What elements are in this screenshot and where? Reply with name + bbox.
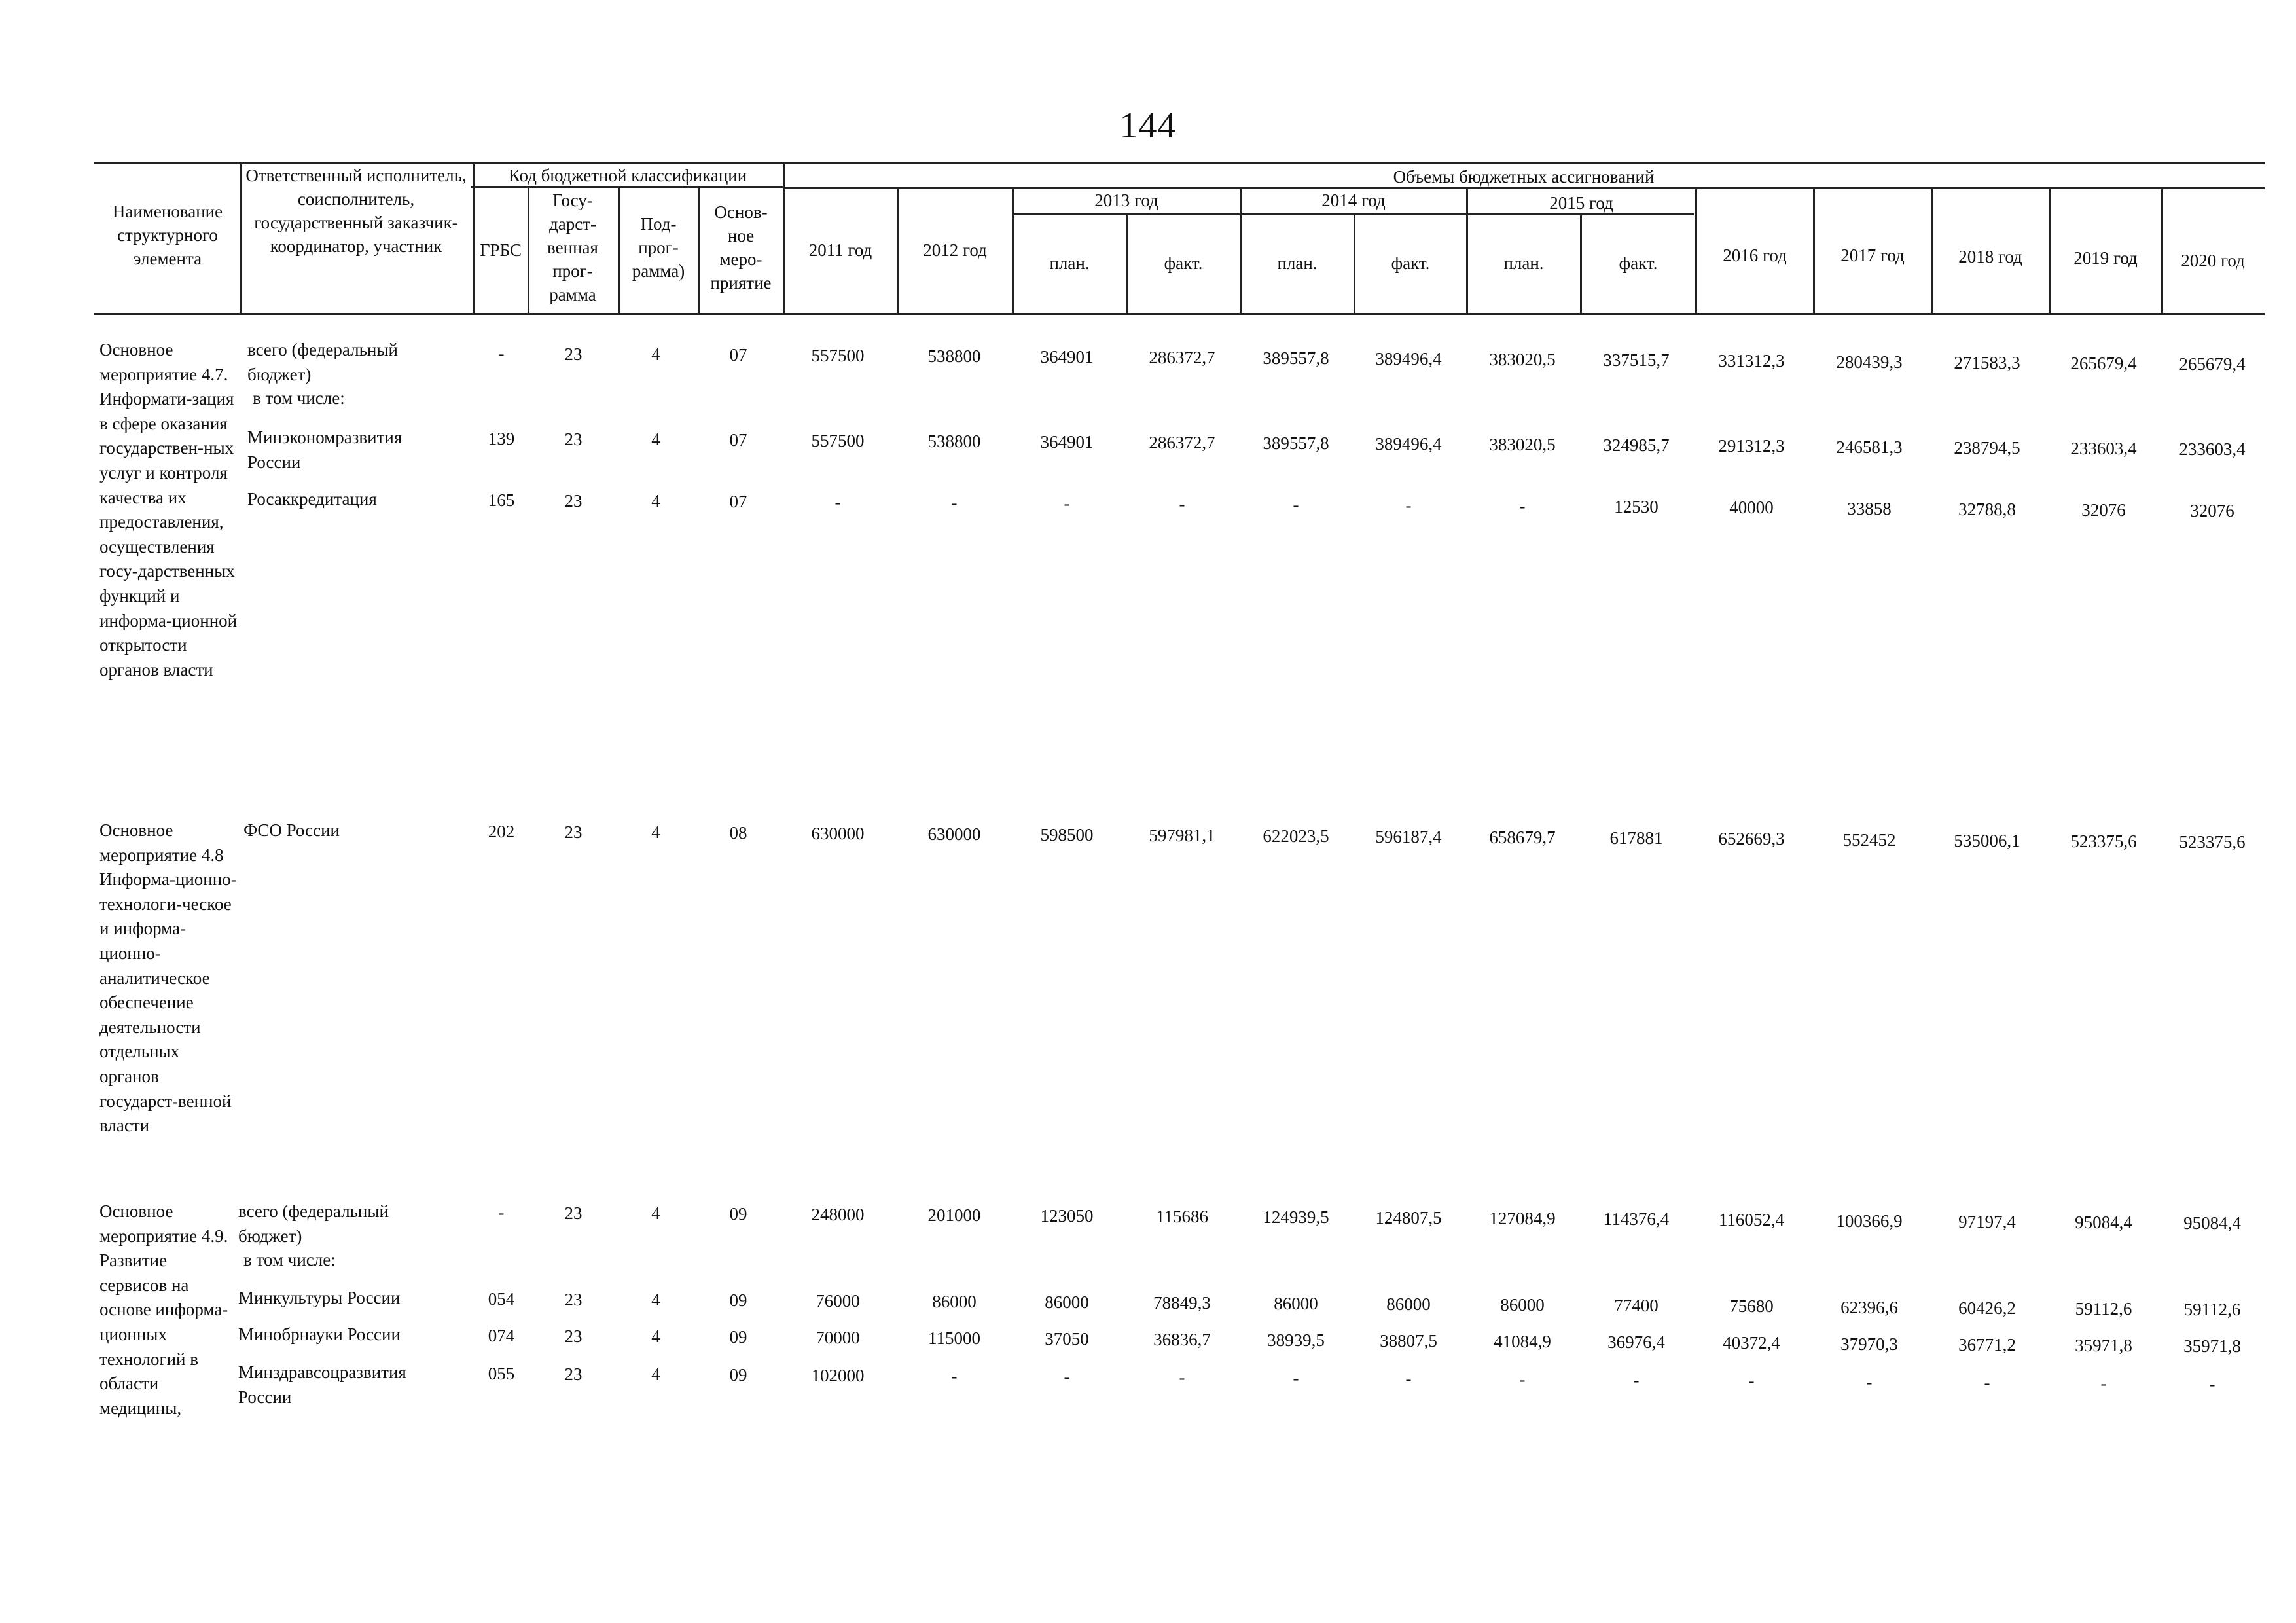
cell-plan-2014: 38939,5 xyxy=(1267,1330,1325,1350)
header-year-2018: 2018 год xyxy=(1958,247,2022,266)
cell-gos-program: 23 xyxy=(564,491,583,511)
cell-subprogram: 4 xyxy=(651,1364,660,1384)
cell-subprogram: 4 xyxy=(651,491,660,511)
cell-fact-2013: 78849,3 xyxy=(1153,1293,1211,1313)
cell-y2018: 97197,4 xyxy=(1958,1212,2016,1231)
cell-plan-2014: 389557,8 xyxy=(1263,348,1329,368)
cell-plan-2014: - xyxy=(1293,495,1299,515)
row-responsible: Минобрнауки России xyxy=(238,1324,401,1344)
header-plan-2015: план. xyxy=(1503,253,1544,273)
cell-y2017: 280439,3 xyxy=(1836,352,1903,372)
cell-y2017: 246581,3 xyxy=(1836,437,1903,457)
cell-y2018: - xyxy=(1984,1373,1990,1393)
cell-y2011: 76000 xyxy=(816,1291,860,1311)
cell-y2019: 233603,4 xyxy=(2070,439,2137,458)
cell-main-event: 09 xyxy=(729,1204,747,1224)
cell-plan-2013: 37050 xyxy=(1045,1329,1089,1349)
cell-grbs: 055 xyxy=(488,1364,515,1383)
cell-plan-2015: - xyxy=(1519,1370,1526,1389)
header-plan-2014: план. xyxy=(1277,253,1318,273)
row-responsible: всего (федеральный бюджет) xyxy=(238,1201,389,1246)
header-allocations: Объемы бюджетных ассигнований xyxy=(1393,167,1655,187)
cell-plan-2014: 124939,5 xyxy=(1263,1207,1329,1227)
cell-y2017: 37970,3 xyxy=(1840,1334,1898,1354)
cell-y2012: 201000 xyxy=(927,1205,981,1225)
cell-plan-2013: 123050 xyxy=(1040,1206,1094,1226)
cell-main-event: 07 xyxy=(729,492,747,511)
header-year-2020: 2020 год xyxy=(2181,251,2245,270)
cell-y2016: - xyxy=(1748,1371,1755,1391)
row-responsible-sub: в том числе: xyxy=(253,388,345,408)
cell-y2019: 32076 xyxy=(2081,500,2126,520)
cell-y2012: 538800 xyxy=(927,346,981,366)
header-name: Наименование структурного элемента xyxy=(112,202,223,268)
header-budget-code: Код бюджетной классификации xyxy=(508,166,747,185)
cell-gos-program: 23 xyxy=(564,429,583,449)
cell-fact-2015: 337515,7 xyxy=(1603,350,1670,370)
cell-plan-2014: 86000 xyxy=(1274,1294,1318,1313)
cell-fact-2014: 389496,4 xyxy=(1375,434,1442,454)
cell-grbs: 054 xyxy=(488,1289,515,1309)
cell-fact-2014: 389496,4 xyxy=(1375,349,1442,369)
cell-y2016: 40372,4 xyxy=(1723,1333,1780,1353)
cell-y2020: 59112,6 xyxy=(2183,1300,2241,1319)
header-grbs: ГРБС xyxy=(480,240,522,260)
cell-gos-program: 23 xyxy=(564,1203,583,1223)
cell-y2011: 248000 xyxy=(811,1205,865,1224)
cell-y2016: 116052,4 xyxy=(1718,1210,1785,1230)
header-year-2013: 2013 год xyxy=(1094,191,1158,210)
page-number: 144 xyxy=(1119,105,1177,146)
cell-y2018: 36771,2 xyxy=(1958,1335,2016,1355)
cell-y2017: 100366,9 xyxy=(1836,1211,1903,1231)
row-responsible-sub: в том числе: xyxy=(243,1250,336,1269)
header-year-2016: 2016 год xyxy=(1723,246,1787,265)
cell-fact-2015: 114376,4 xyxy=(1603,1209,1670,1229)
cell-fact-2014: 38807,5 xyxy=(1380,1331,1437,1351)
header-year-2014: 2014 год xyxy=(1321,191,1386,210)
cell-fact-2014: - xyxy=(1405,1369,1412,1389)
cell-main-event: 07 xyxy=(729,430,747,450)
cell-main-event: 09 xyxy=(729,1365,747,1385)
cell-subprogram: 4 xyxy=(651,429,660,449)
cell-y2018: 32788,8 xyxy=(1958,500,2016,519)
header-plan-2013: план. xyxy=(1049,253,1090,273)
cell-plan-2013: 598500 xyxy=(1040,825,1094,845)
cell-y2016: 40000 xyxy=(1729,498,1774,517)
row-responsible: Минэкономразвития России xyxy=(247,428,403,472)
header-year-2019: 2019 год xyxy=(2073,248,2138,268)
cell-y2020: - xyxy=(2209,1374,2215,1394)
cell-y2016: 652669,3 xyxy=(1718,829,1785,848)
row-responsible: Минкультуры России xyxy=(238,1288,401,1307)
cell-subprogram: 4 xyxy=(651,1203,660,1223)
cell-grbs: 165 xyxy=(488,490,515,510)
cell-y2020: 35971,8 xyxy=(2183,1336,2241,1356)
row-responsible: ФСО России xyxy=(243,820,340,840)
cell-y2016: 331312,3 xyxy=(1718,351,1785,371)
cell-y2019: 265679,4 xyxy=(2070,354,2137,373)
cell-plan-2013: - xyxy=(1064,1367,1070,1387)
cell-fact-2013: 286372,7 xyxy=(1149,348,1215,367)
cell-fact-2015: 617881 xyxy=(1609,828,1663,848)
cell-y2011: 630000 xyxy=(811,824,865,843)
header-main-event: Основ-ное меро-приятие xyxy=(710,202,772,293)
cell-gos-program: 23 xyxy=(564,1290,583,1309)
header-fact-2013: факт. xyxy=(1164,253,1203,273)
cell-y2018: 271583,3 xyxy=(1954,353,2020,373)
cell-fact-2015: 36976,4 xyxy=(1607,1332,1665,1352)
row-responsible: Минздравсоцразвития России xyxy=(238,1362,406,1407)
cell-y2018: 60426,2 xyxy=(1958,1298,2016,1318)
cell-plan-2015: 383020,5 xyxy=(1489,435,1556,454)
cell-y2017: 33858 xyxy=(1847,499,1892,519)
cell-grbs: - xyxy=(498,1203,505,1222)
cell-subprogram: 4 xyxy=(651,344,660,364)
header-year-2017: 2017 год xyxy=(1840,246,1905,265)
section-name: Основное мероприятие 4.7. Информати-зация в сфере оказания государствен-ных услуг и контроля качества их предоставления, осуществления госу-дарственных функций и информа-ционной открытости органов власти xyxy=(99,340,238,680)
cell-plan-2013: 364901 xyxy=(1040,432,1094,452)
cell-y2017: 62396,6 xyxy=(1840,1298,1898,1317)
cell-fact-2014: 124807,5 xyxy=(1375,1208,1442,1228)
header-year-2011: 2011 год xyxy=(808,240,872,260)
cell-y2016: 291312,3 xyxy=(1718,436,1785,456)
cell-plan-2013: 364901 xyxy=(1040,347,1094,367)
cell-plan-2015: 383020,5 xyxy=(1489,350,1556,369)
cell-fact-2013: 36836,7 xyxy=(1153,1330,1211,1349)
cell-y2011: - xyxy=(834,492,841,512)
cell-y2011: 557500 xyxy=(811,346,865,365)
cell-gos-program: 23 xyxy=(564,1364,583,1384)
section-name: Основное мероприятие 4.9. Развитие сервисов на основе информа-ционных технологий в области медицины, xyxy=(99,1201,228,1418)
cell-y2019: - xyxy=(2100,1374,2107,1393)
cell-main-event: 09 xyxy=(729,1290,747,1310)
cell-y2012: - xyxy=(951,493,958,513)
cell-y2019: 523375,6 xyxy=(2070,831,2137,851)
header-gos-program: Госу-дарст-венная прог-рамма xyxy=(547,191,598,304)
cell-fact-2013: 115686 xyxy=(1156,1207,1208,1226)
cell-y2012: - xyxy=(951,1366,958,1386)
cell-fact-2013: - xyxy=(1179,494,1185,514)
header-fact-2014: факт. xyxy=(1391,253,1430,273)
cell-fact-2013: 597981,1 xyxy=(1149,826,1215,845)
cell-y2017: - xyxy=(1866,1372,1873,1392)
cell-plan-2014: 389557,8 xyxy=(1263,433,1329,453)
cell-main-event: 07 xyxy=(729,345,747,365)
cell-y2012: 538800 xyxy=(927,431,981,451)
cell-main-event: 09 xyxy=(729,1327,747,1347)
cell-gos-program: 23 xyxy=(564,1326,583,1346)
cell-fact-2014: 596187,4 xyxy=(1375,827,1442,847)
cell-gos-program: 23 xyxy=(564,344,583,364)
header-fact-2015: факт. xyxy=(1619,253,1658,273)
cell-y2020: 95084,4 xyxy=(2183,1213,2241,1233)
cell-subprogram: 4 xyxy=(651,1290,660,1309)
cell-y2011: 102000 xyxy=(811,1366,865,1385)
cell-fact-2015: 324985,7 xyxy=(1603,435,1670,455)
header-responsible: Ответственный исполнитель, соисполнитель, государственный заказчик-координатор, участник xyxy=(245,166,467,256)
cell-fact-2015: 77400 xyxy=(1614,1296,1659,1315)
cell-y2020: 32076 xyxy=(2190,501,2234,520)
cell-plan-2013: - xyxy=(1064,494,1070,513)
cell-y2019: 95084,4 xyxy=(2075,1213,2132,1232)
cell-grbs: 074 xyxy=(488,1326,515,1345)
cell-y2011: 557500 xyxy=(811,431,865,450)
cell-plan-2015: - xyxy=(1519,496,1526,516)
cell-y2019: 59112,6 xyxy=(2075,1299,2132,1319)
cell-y2011: 70000 xyxy=(816,1328,860,1347)
cell-main-event: 08 xyxy=(729,823,747,843)
cell-plan-2015: 86000 xyxy=(1500,1295,1545,1315)
cell-y2012: 115000 xyxy=(928,1328,980,1348)
header-subprogram: Под-прог-рамма) xyxy=(632,214,685,281)
cell-y2020: 265679,4 xyxy=(2179,354,2246,374)
cell-fact-2013: 286372,7 xyxy=(1149,433,1215,452)
row-responsible: Росаккредитация xyxy=(247,489,377,509)
cell-y2019: 35971,8 xyxy=(2075,1336,2132,1355)
cell-grbs: 139 xyxy=(488,429,515,448)
cell-y2016: 75680 xyxy=(1729,1296,1774,1316)
cell-grbs: - xyxy=(498,344,505,363)
cell-fact-2015: - xyxy=(1633,1370,1640,1390)
cell-fact-2015: 12530 xyxy=(1614,497,1659,517)
cell-y2018: 535006,1 xyxy=(1954,831,2020,850)
cell-plan-2014: 622023,5 xyxy=(1263,826,1329,846)
cell-y2012: 630000 xyxy=(927,824,981,844)
cell-fact-2014: - xyxy=(1405,496,1412,515)
cell-plan-2015: 127084,9 xyxy=(1489,1209,1556,1228)
cell-y2020: 233603,4 xyxy=(2179,439,2246,459)
cell-plan-2013: 86000 xyxy=(1045,1292,1089,1312)
cell-fact-2014: 86000 xyxy=(1386,1294,1431,1314)
cell-plan-2015: 658679,7 xyxy=(1489,828,1556,847)
cell-y2012: 86000 xyxy=(932,1292,977,1311)
section-name: Основное мероприятие 4.8 Информа-ционно-технологи-ческое и информа-ционно-аналитическое обеспечение деятельности отдельных органов государст-венной власти xyxy=(99,820,237,1136)
cell-plan-2014: - xyxy=(1293,1368,1299,1388)
cell-fact-2013: - xyxy=(1179,1368,1185,1387)
cell-y2018: 238794,5 xyxy=(1954,438,2020,458)
row-responsible: всего (федеральный бюджет) xyxy=(247,340,398,384)
header-year-2015: 2015 год xyxy=(1549,193,1613,213)
cell-gos-program: 23 xyxy=(564,822,583,842)
cell-plan-2015: 41084,9 xyxy=(1494,1332,1551,1351)
cell-grbs: 202 xyxy=(488,822,515,841)
cell-subprogram: 4 xyxy=(651,1326,660,1346)
cell-subprogram: 4 xyxy=(651,822,660,842)
cell-y2020: 523375,6 xyxy=(2179,832,2246,852)
header-year-2012: 2012 год xyxy=(923,240,987,260)
cell-y2017: 552452 xyxy=(1842,830,1896,850)
